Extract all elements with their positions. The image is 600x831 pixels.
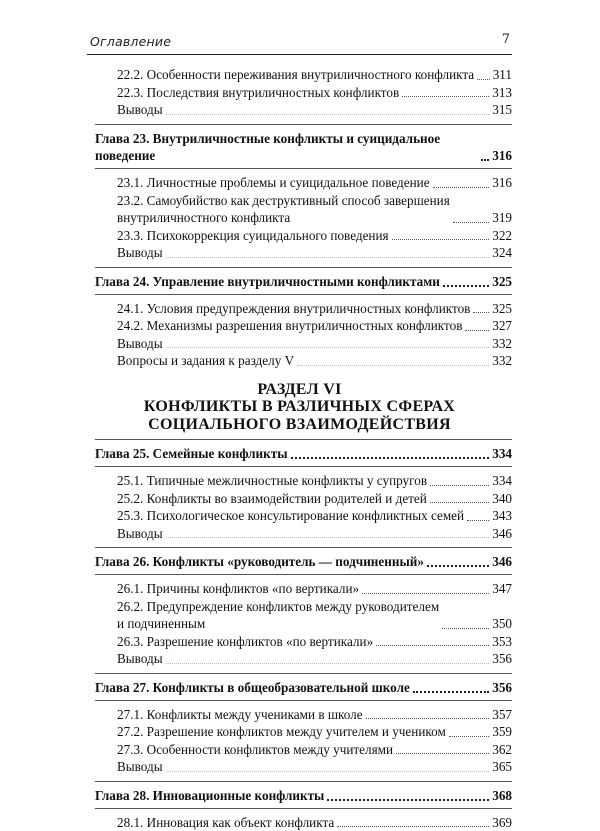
toc-entry-page: 340 — [492, 490, 512, 508]
chapter-divider — [95, 168, 512, 169]
toc-chapter-page: 316 — [492, 147, 512, 165]
toc-entry-label: 25.3. Психологическое консультирование конфликтных семей — [117, 507, 464, 525]
toc-entry-page: 324 — [492, 244, 512, 262]
toc-entry-page: 365 — [492, 758, 512, 776]
toc-chapter[interactable] — [87, 130, 512, 165]
toc-entry[interactable] — [87, 352, 512, 370]
dot-leader — [433, 187, 490, 188]
toc-entry[interactable] — [87, 192, 512, 227]
toc-entry-label: Выводы — [117, 525, 163, 543]
toc-entry-page: 362 — [492, 741, 512, 759]
toc-entry-label: 27.3. Особенности конфликтов между учителями — [117, 741, 393, 759]
toc-entry-label: 22.2. Особенности переживания внутриличностного конфликта — [117, 66, 474, 84]
chapter-divider — [95, 781, 512, 782]
running-header — [87, 32, 512, 55]
chapter-divider — [95, 267, 512, 268]
toc-entry-label: 26.1. Причины конфликтов «по вертикали» — [117, 580, 359, 598]
toc-entry[interactable] — [87, 66, 512, 84]
toc-entry[interactable] — [87, 598, 512, 633]
toc-entry[interactable] — [87, 758, 512, 776]
toc-entry[interactable] — [87, 300, 512, 318]
toc-entry[interactable] — [87, 472, 512, 490]
toc-entry-label: 26.3. Разрешение конфликтов «по вертикали» — [117, 633, 373, 651]
toc-entry[interactable] — [87, 507, 512, 525]
section-number: РАЗДЕЛ VI — [87, 381, 512, 399]
dot-leader — [427, 565, 489, 567]
toc-entry-label: Выводы — [117, 650, 163, 668]
dot-leader — [473, 312, 489, 313]
toc-chapter-label: Глава 23. Внутриличностные конфликты и суицидальное поведение — [95, 130, 478, 165]
toc-entry-page: 356 — [492, 650, 512, 668]
toc-entry-page: 369 — [492, 814, 512, 831]
section-title-line: КОНФЛИКТЫ В РАЗЛИЧНЫХ СФЕРАХ — [87, 398, 512, 416]
toc-entry-page: 332 — [492, 335, 512, 353]
table-of-contents — [87, 66, 512, 831]
dot-leader — [481, 159, 489, 161]
toc-entry[interactable] — [87, 244, 512, 262]
dot-leader — [413, 691, 489, 693]
toc-entry-page: 357 — [492, 706, 512, 724]
toc-chapter-page: 368 — [492, 787, 512, 805]
dot-leader — [430, 502, 489, 503]
toc-entry-page: 353 — [492, 633, 512, 651]
toc-entry-label: 24.1. Условия предупреждения внутриличностных конфликтов — [117, 300, 470, 318]
toc-chapter-label: Глава 26. Конфликты «руководитель — подчиненный» — [95, 553, 424, 571]
dot-leader — [376, 645, 489, 646]
dot-leader — [166, 771, 490, 772]
section-heading — [87, 381, 512, 434]
toc-entry-page: 347 — [492, 580, 512, 598]
toc-chapter[interactable] — [87, 787, 512, 805]
toc-entry-label: Выводы — [117, 101, 163, 119]
toc-chapter-label: Глава 24. Управление внутриличностными конфликтами — [95, 273, 440, 291]
toc-chapter[interactable] — [87, 445, 512, 463]
dot-leader — [477, 79, 490, 80]
toc-entry[interactable] — [87, 633, 512, 651]
dot-leader — [442, 628, 489, 629]
chapter-divider — [95, 466, 512, 467]
toc-entry[interactable] — [87, 227, 512, 245]
dot-leader — [166, 114, 490, 115]
toc-entry[interactable] — [87, 814, 512, 831]
header-title: Оглавление — [90, 34, 171, 49]
dot-leader — [366, 718, 490, 719]
toc-entry[interactable] — [87, 706, 512, 724]
dot-leader — [291, 457, 490, 459]
toc-entry-page: 332 — [492, 352, 512, 370]
toc-entry-page: 346 — [492, 525, 512, 543]
dot-leader — [430, 485, 489, 486]
toc-entry-page: 316 — [492, 174, 512, 192]
toc-chapter-page: 356 — [492, 679, 512, 697]
toc-entry-label: Выводы — [117, 335, 163, 353]
toc-entry-label: 24.2. Механизмы разрешения внутриличностных конфликтов — [117, 317, 462, 335]
toc-entry-page: 327 — [492, 317, 512, 335]
dot-leader — [396, 753, 489, 754]
toc-entry-page: 311 — [493, 66, 512, 84]
toc-entry-page: 313 — [492, 84, 512, 102]
toc-entry-label: Выводы — [117, 244, 163, 262]
toc-entry-label: 26.2. Предупреждение конфликтов между руководителем и подчиненным — [117, 598, 439, 633]
dot-leader — [337, 826, 489, 827]
toc-entry-page: 322 — [492, 227, 512, 245]
toc-entry-label: 23.2. Самоубийство как деструктивный способ завершения внутриличностного конфликта — [117, 192, 450, 227]
toc-entry[interactable] — [87, 335, 512, 353]
toc-entry-page: 359 — [492, 723, 512, 741]
toc-entry-label: 22.3. Последствия внутриличностных конфликтов — [117, 84, 399, 102]
toc-entry-label: 28.1. Инновация как объект конфликта — [117, 814, 334, 831]
toc-entry-page: 343 — [492, 507, 512, 525]
chapter-divider — [95, 673, 512, 674]
toc-entry-page: 350 — [492, 615, 512, 633]
toc-chapter-page: 346 — [492, 553, 512, 571]
toc-entry[interactable] — [87, 84, 512, 102]
toc-chapter-label: Глава 28. Инновационные конфликты — [95, 787, 324, 805]
dot-leader — [297, 365, 489, 366]
dot-leader — [362, 593, 489, 594]
toc-entry[interactable] — [87, 174, 512, 192]
dot-leader — [449, 736, 489, 737]
toc-entry[interactable] — [87, 650, 512, 668]
chapter-divider — [95, 700, 512, 701]
toc-entry-page: 315 — [492, 101, 512, 119]
toc-entry[interactable] — [87, 101, 512, 119]
chapter-divider — [95, 294, 512, 295]
toc-entry-label: Выводы — [117, 758, 163, 776]
toc-chapter[interactable] — [87, 679, 512, 697]
toc-entry-page: 325 — [492, 300, 512, 318]
toc-entry-label: 23.3. Психокоррекция суицидального поведения — [117, 227, 389, 245]
toc-entry-label: 23.1. Личностные проблемы и суицидальное поведение — [117, 174, 430, 192]
dot-leader — [166, 257, 490, 258]
toc-entry-label: 27.1. Конфликты между учениками в школе — [117, 706, 363, 724]
dot-leader — [453, 222, 489, 223]
toc-entry[interactable] — [87, 580, 512, 598]
toc-chapter-label: Глава 25. Семейные конфликты — [95, 445, 288, 463]
section-title-line: СОЦИАЛЬНОГО ВЗАИМОДЕЙСТВИЯ — [87, 416, 512, 434]
toc-entry-label: 27.2. Разрешение конфликтов между учителем и учеником — [117, 723, 446, 741]
toc-chapter[interactable] — [87, 273, 512, 291]
toc-chapter-page: 334 — [492, 445, 512, 463]
dot-leader — [443, 285, 489, 287]
toc-entry[interactable] — [87, 490, 512, 508]
page-number: 7 — [502, 32, 510, 47]
chapter-divider — [95, 547, 512, 548]
dot-leader — [327, 799, 489, 801]
chapter-divider — [95, 574, 512, 575]
toc-entry[interactable] — [87, 723, 512, 741]
toc-chapter-page: 325 — [492, 273, 512, 291]
chapter-divider — [95, 439, 512, 440]
dot-leader — [465, 330, 489, 331]
toc-entry-page: 319 — [492, 209, 512, 227]
chapter-divider — [95, 124, 512, 125]
dot-leader — [166, 537, 490, 538]
chapter-divider — [95, 808, 512, 809]
toc-entry[interactable] — [87, 317, 512, 335]
toc-chapter-label: Глава 27. Конфликты в общеобразовательной школе — [95, 679, 410, 697]
toc-entry-label: Вопросы и задания к разделу V — [117, 352, 294, 370]
dot-leader — [392, 239, 490, 240]
toc-entry-label: 25.2. Конфликты во взаимодействии родителей и детей — [117, 490, 427, 508]
dot-leader — [467, 520, 489, 521]
dot-leader — [166, 663, 490, 664]
toc-entry-page: 334 — [492, 472, 512, 490]
toc-entry[interactable] — [87, 525, 512, 543]
toc-chapter[interactable] — [87, 553, 512, 571]
dot-leader — [402, 96, 489, 97]
dot-leader — [166, 347, 490, 348]
toc-entry-label: 25.1. Типичные межличностные конфликты у супругов — [117, 472, 427, 490]
